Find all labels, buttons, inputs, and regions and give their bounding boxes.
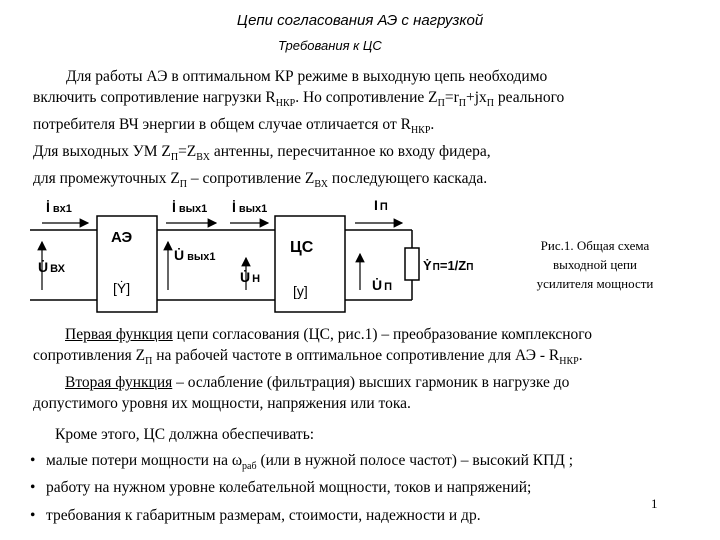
page-title: Цепи согласования АЭ с нагрузкой	[236, 12, 484, 29]
page-subtitle: Требования к ЦС	[278, 38, 382, 53]
page-number: 1	[651, 496, 658, 511]
intro-paragraph	[33, 66, 693, 195]
intro-line-2: включить сопротивление нагрузки $R_{НКР}$. Но сопротивление $Z_П=r_П+jx_П$ реального	[33, 89, 565, 110]
bullet-item: • работу на нужном уровне колебательной мощности, токов и напряжений;	[30, 479, 532, 496]
intro-line-1: Для работы АЭ в оптимальном КР режиме в выходную цепь необходимо	[66, 68, 548, 85]
caption-line: выходной цепи	[553, 257, 637, 272]
besides-line: Кроме этого, ЦС должна обеспечивать:	[55, 426, 315, 444]
i-out-label: İ вых1	[172, 199, 208, 215]
u-n-label: U̇ Н	[240, 269, 261, 285]
ae-matrix-label: [Ẏ]	[113, 280, 131, 296]
caption-line: Рис.1. Общая схема	[540, 238, 650, 253]
u-out-label: U̇ вых1	[174, 247, 216, 263]
u-p-label: U̇ П	[372, 277, 393, 293]
cs-block	[275, 216, 345, 312]
intro-line-5: для промежуточных $Z_П$ – сопротивление $Z_{ВХ}$ последующего каскада.	[33, 170, 488, 191]
cs-label: ЦС	[290, 239, 314, 256]
intro-line-3: потребителя ВЧ энергии в общем случае отличается от $R_{НКР}$.	[33, 116, 435, 137]
first-function-line-1: Первая функция цепи согласования (ЦС, рис.1) – преобразование комплексного	[65, 326, 593, 343]
caption-line: усилителя мощности	[536, 276, 654, 291]
second-function-line-2: допустимого уровня их мощности, напряжения или тока.	[33, 395, 411, 413]
bullet-item: • требования к габаритным размерам, стоимости, надежности и др.	[30, 507, 481, 524]
ae-label: АЭ	[111, 229, 133, 246]
circuit-diagram	[0, 190, 520, 315]
intro-line-4: Для выходных УМ $Z_П=Z_{ВХ}$ антенны, пересчитанное ко входу фидера,	[33, 143, 491, 164]
first-function-line-2: сопротивления $Z_П$ на рабочей частоте в оптимальное сопротивление для АЭ - $R_{НКР}$.	[33, 347, 583, 368]
functions-paragraph	[33, 324, 693, 445]
i-in-label: İ вх1	[46, 199, 72, 215]
figure-caption	[515, 236, 675, 293]
y-load-label: ẎП=1/ZП	[423, 258, 474, 273]
i-out2-label: İ вых1	[232, 199, 268, 215]
cs-matrix-label: [у]	[293, 283, 308, 299]
second-function-line-1: Вторая функция – ослабление (фильтрация) высших гармоник в нагрузке до	[65, 374, 570, 392]
i-load-label: I П	[374, 197, 388, 213]
u-in-label: U̇ ВХ	[38, 259, 65, 275]
load-resistor	[405, 248, 419, 280]
bullet-item: • малые потери мощности на $\omega_{раб}$ (или в нужной полосе частот) – высокий КПД ;	[30, 452, 574, 473]
